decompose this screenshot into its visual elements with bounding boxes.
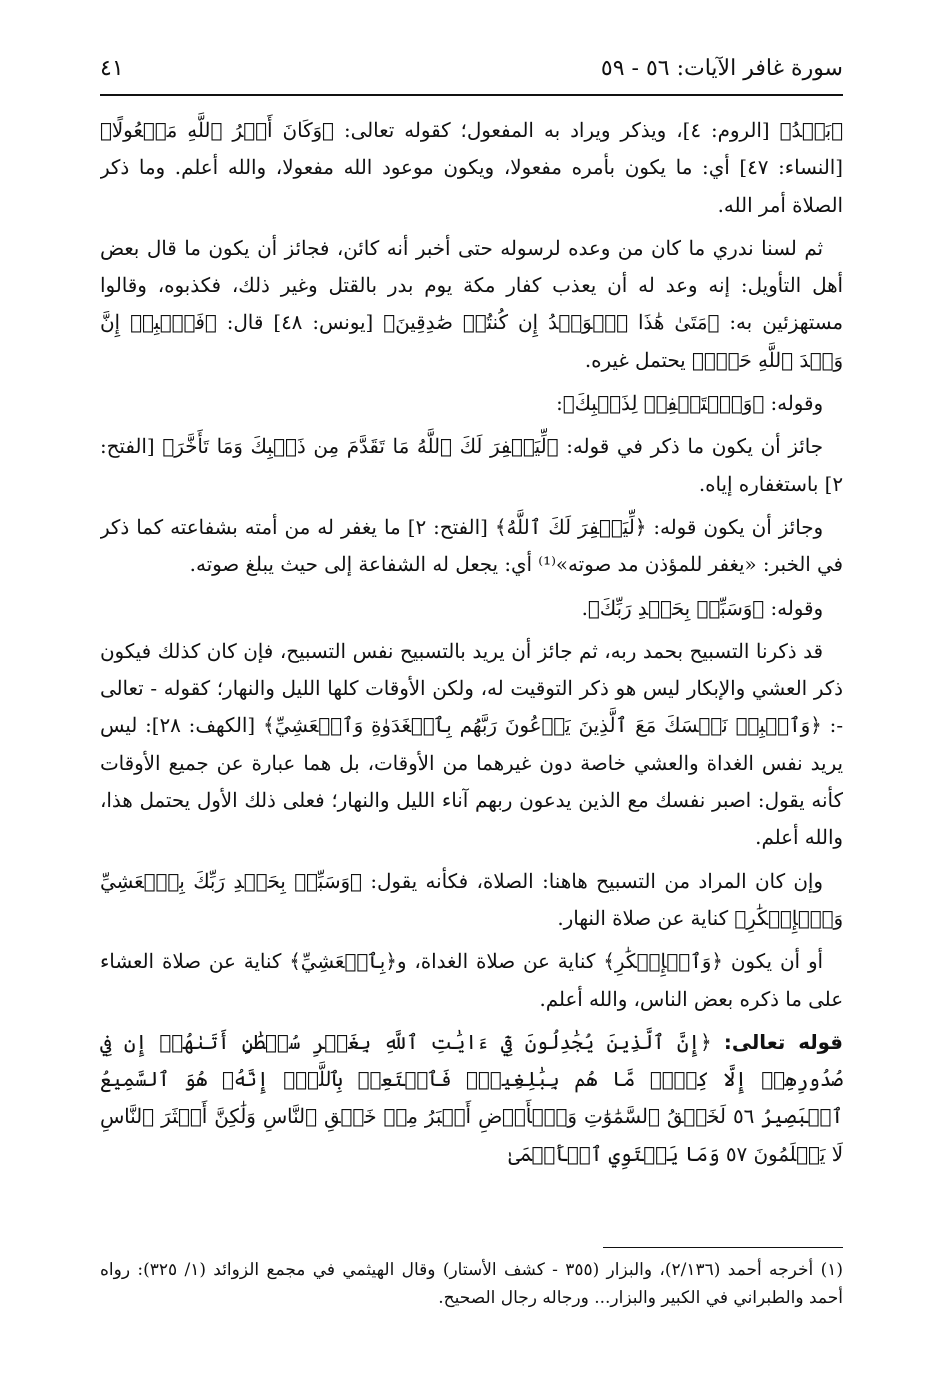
footnotes [100,1256,843,1336]
paragraph: وقوله: ﴿وَٱسۡتَغۡفِرۡ لِذَنۢبِكَ﴾: [556,392,823,416]
footnote: (١) أخرجه أحمد (٢/١٣٦)، والبزار (٣٥٥ - كشف الأستار) وقال الهيثمي في مجمع الزوائد (١/ ٣٢٥): رواه أحمد والطبراني في الكبير والبزار... ورجاله رجال الصحيح. [100,1260,843,1308]
paragraph: وقوله: ﴿وَسَبِّحۡ بِحَمۡدِ رَبِّكَ﴾. [581,596,823,620]
main-text [100,112,843,1240]
footnote-divider [603,1247,843,1248]
page-number: ٤١ [100,56,124,81]
surah-title: سورة غافر الآيات: ٥٦ - ٥٩ [600,56,843,81]
paragraph: جائز أن يكون ما ذكر في قوله: ﴿لِّيَغۡفِرَ لَكَ ٱللَّهُ مَا تَقَدَّمَ مِن ذَنۢبِكَ وَمَا تَأَخَّرَ﴾ [الفتح: ٢] باستغفاره إياه. [100,435,843,496]
header-divider [100,94,843,96]
running-header [100,52,843,92]
paragraph: ثم لسنا ندري ما كان من وعده لرسوله حتى أخبر أنه كائن، فجائز أن يكون ما قال بعض أهل التأويل: إنه وعد له أن يعذب كفار مكة يوم بدر بالقتل وغير ذلك، فكذبوه، وقالوا مستهزئين به: ﴿مَتَىٰ هَٰذَا ٱلۡوَعۡدُ إِن كُنتُمۡ صَٰدِقِينَ﴾ [يونس: ٤٨] قال: ﴿فَٱصۡبِرۡ إِنَّ وَعۡدَ ٱللَّهِ حَقّٞ﴾ يحتمل غيره. [100,236,843,372]
paragraph: قد ذكرنا التسبيح بحمد ربه، ثم جائز أن يريد بالتسبيح نفس التسبيح، فإن كان كذلك فيكون ذكر العشي والإبكار ليس هو ذكر التوقيت له، ولكن الأوقات كلها الليل والنهار؛ كقوله - تعالى -: ﴿وَٱصۡبِرۡ نَفۡسَكَ مَعَ ٱلَّذِينَ يَدۡعُونَ رَبَّهُم بِٱلۡغَدَوٰةِ وَٱلۡعَشِيِّ﴾ [الكهف: ٢٨]: ليس يريد نفس الغداة والعشي خاصة دون غيرهما من الأوقات، بل هما عبارة عن جميع الأوقات كأنه يقول: اصبر نفسك مع الذين يدعون ربهم آناء الليل والنهار؛ فعلى ذلك الأول يحتمل هذا، والله أعلم. [100,639,843,850]
paragraph: وجائز أن يكون قوله: ﴿لِّيَغۡفِرَ لَكَ ٱللَّهُ﴾ [الفتح: ٢] ما يغفر له من أمته بشفاعته كما ذكر في الخبر: «يغفر للمؤذن مد صوته»⁽¹⁾ أي: يجعل له الشفاعة إلى حيث يبلغ صوته. [100,515,843,577]
paragraph: أو أن يكون ﴿وَٱلۡإِبۡكَٰرِ﴾ كناية عن صلاة الغداة، و﴿بِٱلۡعَشِيِّ﴾ كناية عن صلاة العشاء على ما ذكره بعض الناس، والله أعلم. [100,950,843,1011]
paragraph: وإن كان المراد من التسبيح هاهنا: الصلاة، فكأنه يقول: ﴿وَسَبِّحۡ بِحَمۡدِ رَبِّكَ بِٱلۡعَشِيِّ وَٱلۡإِبۡكَٰرِ﴾ كناية عن صلاة النهار. [100,869,843,930]
quran-verse: ﴿إِنَّ ٱلَّذِينَ يُجَٰدِلُونَ فِيٓ ءَايَٰتِ ٱللَّهِ بِغَيۡرِ سُلۡطَٰنٍ أَتَىٰهُمۡ إِن فِي صُدُورِهِمۡ إِلَّا كِبۡرٞ مَّا هُم بِبَٰلِغِيهِۚ فَٱسۡتَعِذۡ بِٱللَّهِۖ إِنَّهُۥ هُوَ ٱلسَّمِيعُ ٱلۡبَصِيرُ ٥٦ لَخَلۡقُ ٱلسَّمَٰوَٰتِ وَٱلۡأَرۡضِ أَكۡبَرُ مِنۡ خَلۡقِ ٱلنَّاسِ وَلَٰكِنَّ أَكۡثَرَ ٱلنَّاسِ لَا يَعۡلَمُونَ ٥٧ وَمَا يَسۡتَوِي ٱلۡأَعۡمَىٰ [100,1030,843,1166]
verse-lead: قوله تعالى: [723,1030,843,1054]
paragraph: ﴿بَعۡدُ﴾ [الروم: ٤]، ويذكر ويراد به المفعول؛ كقوله تعالى: ﴿وَكَانَ أَمۡرُ ٱللَّهِ مَفۡعُولًا﴾ [النساء: ٤٧] أي: ما يكون بأمره مفعولا، ويكون موعود الله مفعولا، والله أعلم. وما ذكر الصلاة أمر الله. [100,119,843,217]
verse-paragraph [100,1024,843,1173]
